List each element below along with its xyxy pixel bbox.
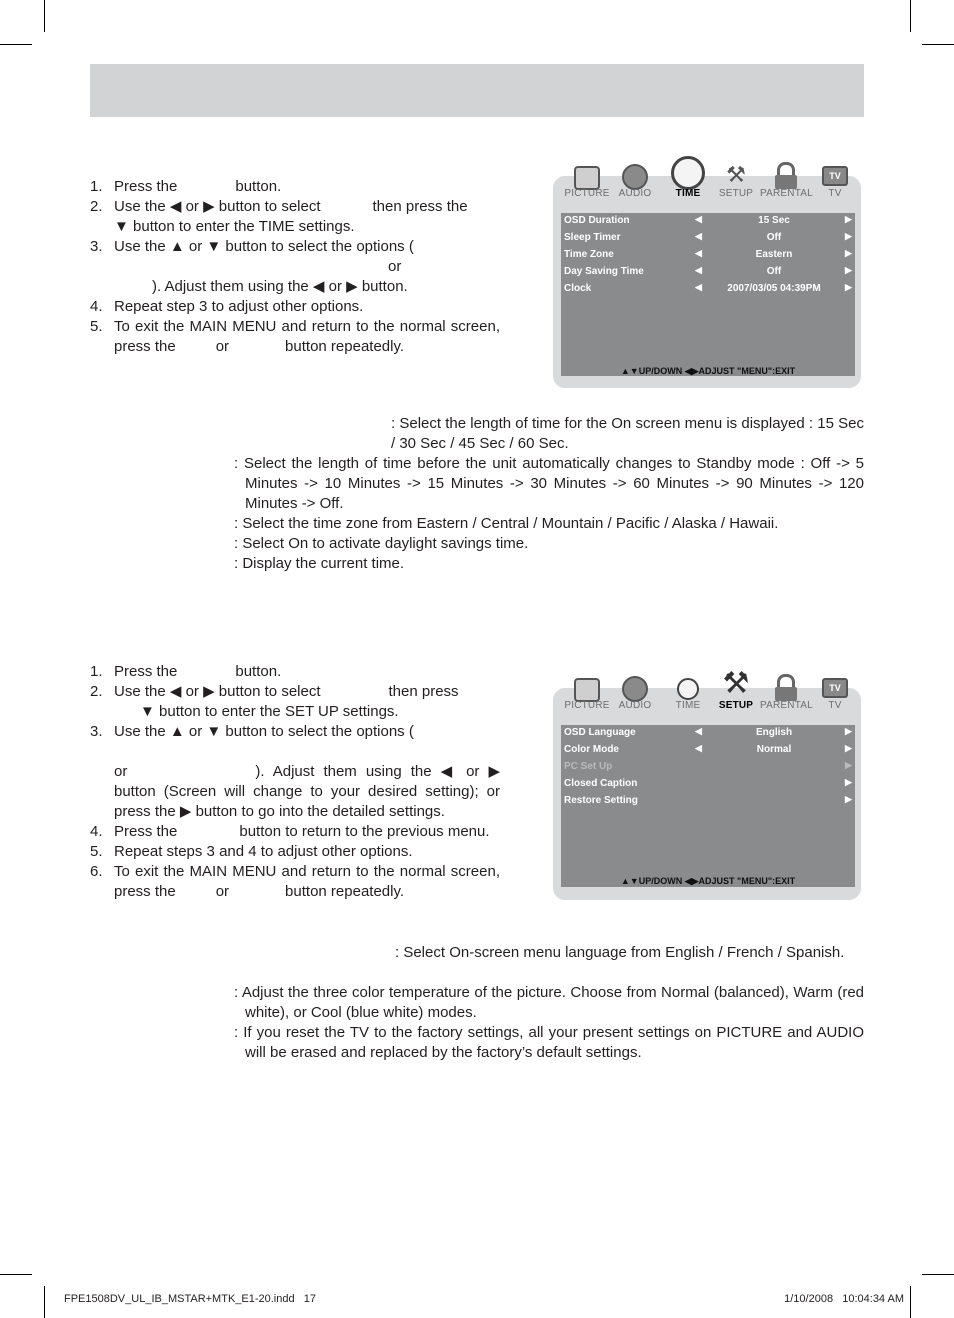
osd-row: PC Set Up ▶ [564,760,852,772]
crop-mark [910,1286,911,1318]
tab-setup[interactable]: ⚒ SETUP [710,668,762,700]
osd-row[interactable]: Sleep Timer ◀ Off ▶ [564,231,852,243]
osd-row[interactable]: Time Zone ◀ Eastern ▶ [564,248,852,260]
right-arrow-icon: ▶ [845,777,852,787]
picture-icon [574,678,600,702]
definition: : Adjust the three color temperature of the picture. Choose from Normal (balanced), Warm (red white), or Cool (blue white) modes. [234,984,864,1021]
step: 3. Use the ▲ or ▼ button to select the options ( or ). Adjust them using the ◀ or ▶ button (Screen will change to your desired setting); or press the ▶ button to go into the detailed settings. [90,723,500,820]
definition: : Select On to activate daylight savings time. [234,535,529,552]
step: 4. Press the button to return to the previous menu. [90,823,490,840]
tools-icon: ⚒ [722,667,750,700]
tab-parental[interactable]: PARENTAL [760,674,812,701]
tv-icon: TV [822,678,848,698]
left-arrow-icon: ◀ [695,282,702,292]
osd-menu-panel [561,213,855,376]
right-arrow-icon: ▶ [845,231,852,241]
step: 1. Press the button. [90,178,282,195]
definition: : Select the time zone from Eastern / Central / Mountain / Pacific / Alaska / Hawaii. [234,515,779,532]
osd-hint: ▲▼UP/DOWN ◀▶ADJUST "MENU":EXIT [620,366,796,376]
osd-row[interactable]: Day Saving Time ◀ Off ▶ [564,265,852,277]
tab-tv[interactable]: TV TV [809,678,861,698]
tab-picture[interactable]: PICTURE [561,678,613,702]
lock-icon [760,162,812,189]
definition: : Select the length of time before the unit automatically changes to Standby mode : Off -> 5 Minutes -> 10 Minutes -> 15 Minutes -> 30 Minutes -> 60 Minutes -> 90 Minutes -> 120 Minutes -> Off. [234,455,864,512]
crop-mark [44,1286,45,1318]
right-arrow-icon: ▶ [845,743,852,753]
step: 6. To exit the MAIN MENU and return to the normal screen, press the or button repeatedly. [90,863,500,900]
left-arrow-icon: ◀ [695,726,702,736]
tab-setup[interactable]: ⚒ SETUP [710,162,762,188]
osd-hint: ▲▼UP/DOWN ◀▶ADJUST "MENU":EXIT [620,876,796,886]
setup-steps [90,662,500,902]
right-arrow-icon: ▶ [845,794,852,804]
step: 2. Use the ◀ or ▶ button to select then press ▼ button to enter the SET UP settings. [90,683,459,720]
definition: : If you reset the TV to the factory settings, all your present settings on PICTURE and AUDIO will be erased and replaced by the factory’s default settings. [234,1024,864,1061]
tools-icon: ⚒ [726,162,746,187]
crop-mark [922,1274,954,1275]
step: 5. To exit the MAIN MENU and return to the normal screen, press the or button repeatedly. [90,318,500,355]
step: 5. Repeat steps 3 and 4 to adjust other options. [90,843,413,860]
lock-icon [760,674,812,701]
left-arrow-icon: ◀ [695,231,702,241]
osd-menu-panel [561,725,855,887]
step: 4. Repeat step 3 to adjust other options. [90,298,364,315]
crop-mark [910,0,911,32]
osd-row[interactable]: OSD Duration ◀ 15 Sec ▶ [564,214,852,226]
step: 3. Use the ▲ or ▼ button to select the options ( or ). Adjust them using the ◀ or ▶ button. [90,238,414,295]
tab-parental[interactable]: PARENTAL [760,162,812,189]
header-bar [90,64,864,117]
left-arrow-icon: ◀ [695,265,702,275]
footer-date: 1/10/2008 10:04:34 AM [784,1293,904,1305]
time-steps [90,177,500,357]
tab-audio[interactable]: AUDIO [609,164,661,190]
crop-mark [0,1274,32,1275]
step: 2. Use the ◀ or ▶ button to select then press the ▼ button to enter the TIME settings. [90,198,468,235]
definition: : Select On-screen menu language from English / French / Spanish. [395,944,845,961]
step: 1. Press the button. [90,663,282,680]
right-arrow-icon: ▶ [845,726,852,736]
crop-mark [0,44,32,45]
left-arrow-icon: ◀ [695,248,702,258]
tab-tv[interactable]: TV TV [809,166,861,186]
tv-icon: TV [822,166,848,186]
osd-row[interactable]: Clock ◀ 2007/03/05 04:39PM ▶ [564,282,852,294]
osd-row[interactable]: Restore Setting ▶ [564,794,852,806]
crop-mark [44,0,45,32]
osd-row[interactable]: OSD Language ◀ English ▶ [564,726,852,738]
right-arrow-icon: ▶ [845,282,852,292]
footer-file: FPE1508DV_UL_IB_MSTAR+MTK_E1-20.indd 17 [64,1293,317,1305]
setup-osd-screen [553,667,861,900]
osd-row[interactable]: Closed Caption ▶ [564,777,852,789]
clock-icon [677,678,699,700]
time-osd-screen [553,162,861,388]
speaker-icon [622,676,648,702]
clock-icon [671,156,705,190]
tab-time[interactable]: TIME [662,678,714,700]
tab-picture[interactable]: PICTURE [561,166,613,190]
osd-row[interactable]: Color Mode ◀ Normal ▶ [564,743,852,755]
right-arrow-icon: ▶ [845,265,852,275]
tab-time[interactable]: TIME [662,156,714,190]
definition: : Select the length of time for the On screen menu is displayed : 15 Sec / 30 Sec / 45 Sec / 60 Sec. [391,415,864,452]
crop-mark [922,44,954,45]
right-arrow-icon: ▶ [845,760,852,770]
left-arrow-icon: ◀ [695,214,702,224]
picture-icon [574,166,600,190]
tab-audio[interactable]: AUDIO [609,676,661,702]
speaker-icon [622,164,648,190]
left-arrow-icon: ◀ [695,743,702,753]
right-arrow-icon: ▶ [845,248,852,258]
definition: : Display the current time. [234,555,405,572]
right-arrow-icon: ▶ [845,214,852,224]
